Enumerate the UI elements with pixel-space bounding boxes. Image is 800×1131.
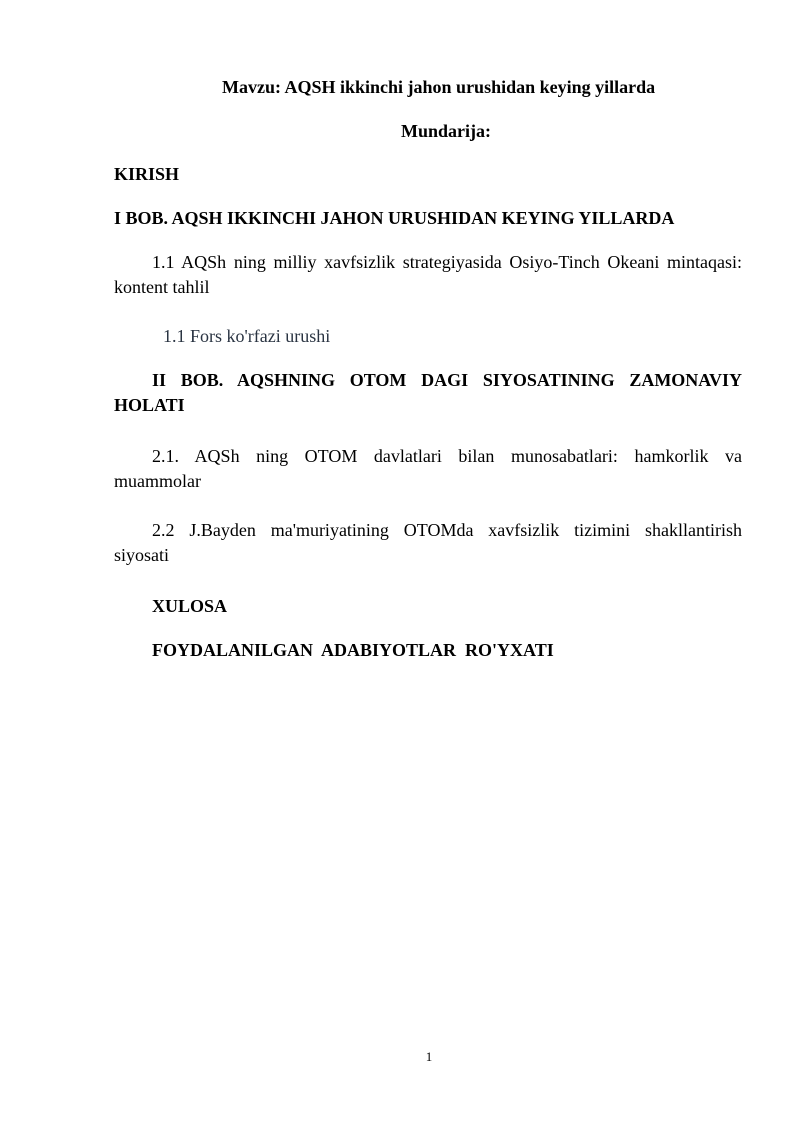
toc-chapter-2-line2: HOLATI <box>114 395 185 415</box>
toc-item-2-1 <box>114 445 742 492</box>
toc-item-xulosa: XULOSA <box>152 596 228 616</box>
toc-item-1-1-strategy <box>114 251 742 298</box>
toc-item-kirish: KIRISH <box>114 164 180 184</box>
toc-chapter-2 <box>114 369 742 416</box>
toc-item-2-1-line2: muammolar <box>114 471 201 491</box>
toc-item-1-1-strategy-line1: 1.1 AQSh ning milliy xavfsizlik strategiyasida Osiyo-Tinch Okeani mintaqasi: <box>152 252 742 272</box>
toc-item-1-1-gulf-war: 1.1 Fors ko'rfazi urushi <box>163 326 331 346</box>
page-number: 1 <box>425 1049 433 1064</box>
toc-item-2-2-line1: 2.2 J.Bayden ma'muriyatining OTOMda xavfsizlik tizimini shakllantirish <box>152 520 742 540</box>
toc-item-2-2-line2: siyosati <box>114 545 170 565</box>
toc-chapter-2-line1: II BOB. AQSHNING OTOM DAGI SIYOSATINING ZAMONAVIY <box>152 370 742 390</box>
toc-item-1-1-strategy-line2: kontent tahlil <box>114 277 210 297</box>
toc-chapter-1: I BOB. AQSH IKKINCHI JAHON URUSHIDAN KEYING YILLARDA <box>114 208 675 228</box>
toc-item-references: FOYDALANILGAN ADABIYOTLAR RO'YXATI <box>152 640 554 660</box>
toc-item-2-1-line1: 2.1. AQSh ning OTOM davlatlari bilan munosabatlari: hamkorlik va <box>152 446 742 466</box>
toc-heading: Mundarija: <box>401 121 491 141</box>
toc-item-2-2 <box>114 519 742 566</box>
document-title: Mavzu: AQSH ikkinchi jahon urushidan keying yillarda <box>222 77 656 97</box>
